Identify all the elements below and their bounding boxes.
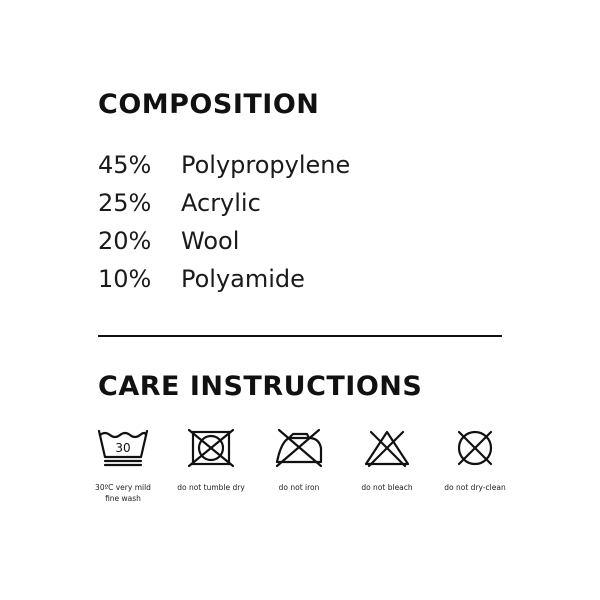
composition-item <box>98 184 350 222</box>
section-divider <box>98 335 502 337</box>
composition-material: Polypropylene <box>181 151 351 179</box>
care-item-tumble-dry <box>166 428 256 493</box>
care-caption-line: 30ºC very mild <box>95 483 151 492</box>
composition-material: Wool <box>181 227 240 255</box>
care-caption: do not bleach <box>361 483 413 492</box>
care-caption: do not tumble dry <box>177 483 245 492</box>
composition-material: Polyamide <box>181 265 305 293</box>
composition-material: Acrylic <box>181 189 261 217</box>
no-iron-icon <box>273 428 325 468</box>
care-caption-line: fine wash <box>105 494 141 503</box>
care-symbols-row <box>78 428 518 518</box>
composition-item <box>98 222 350 260</box>
composition-item <box>98 146 350 184</box>
care-caption: do not iron <box>278 483 320 492</box>
care-instructions-title: CARE INSTRUCTIONS <box>98 371 423 402</box>
care-item-dry-clean <box>430 428 520 493</box>
wash-30-mild-icon <box>97 428 149 468</box>
care-item-wash <box>78 428 168 504</box>
no-bleach-icon <box>361 428 413 468</box>
no-dry-clean-icon <box>449 428 501 468</box>
composition-list <box>98 146 350 298</box>
composition-percent: 25% <box>98 189 152 217</box>
composition-percent: 20% <box>98 227 152 255</box>
care-caption: do not dry-clean <box>444 483 506 492</box>
wash-temperature-label: 30 <box>115 441 131 455</box>
composition-percent: 10% <box>98 265 152 293</box>
composition-item <box>98 260 350 298</box>
composition-title: COMPOSITION <box>98 89 320 120</box>
care-item-bleach <box>342 428 432 493</box>
composition-percent: 45% <box>98 151 152 179</box>
care-item-iron <box>254 428 344 493</box>
no-tumble-dry-icon <box>185 428 237 468</box>
care-caption <box>78 482 168 504</box>
